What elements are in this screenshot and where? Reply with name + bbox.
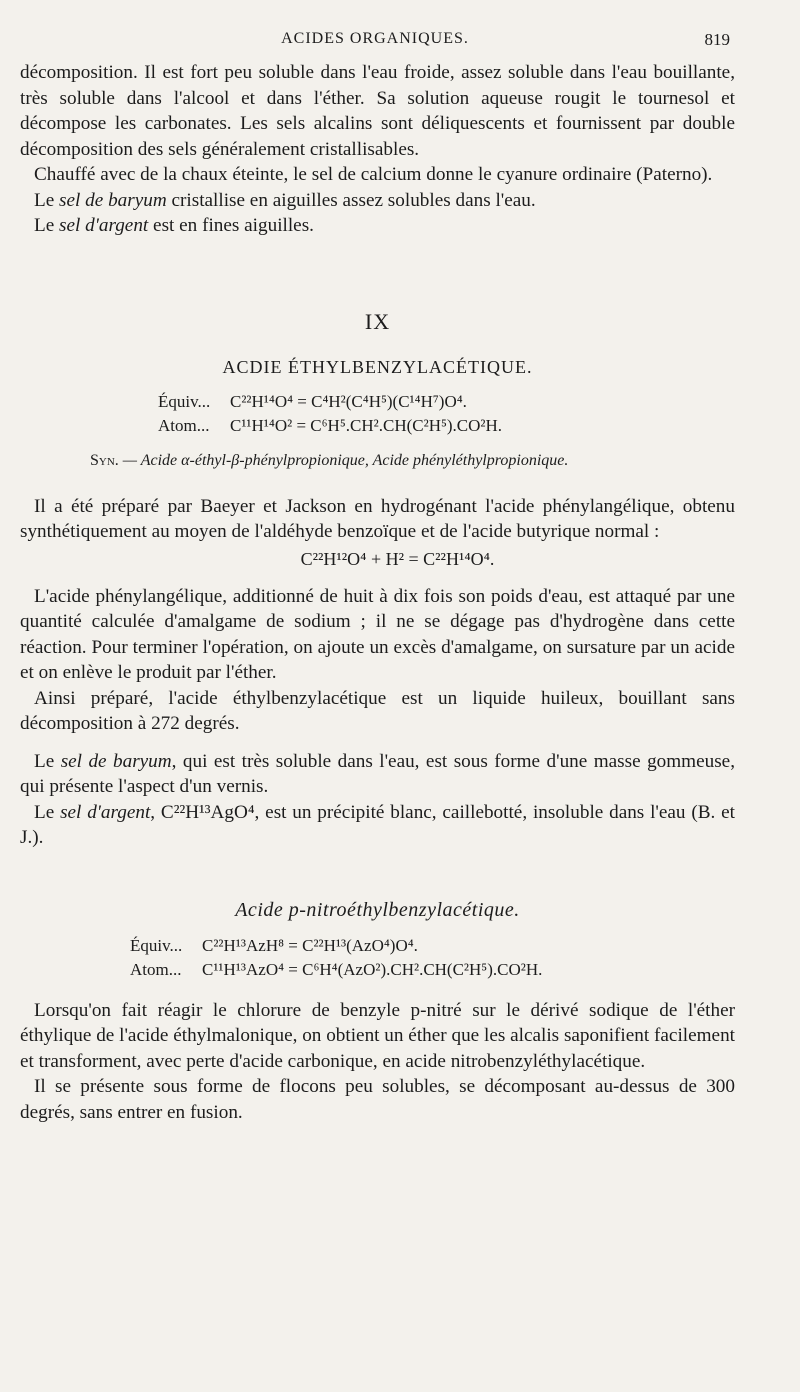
paragraph: Le sel de baryum, qui est très soluble dans l'eau, est sous forme d'une masse gommeuse, qui présente l'aspect d'un vernis. (20, 750, 735, 797)
paragraph: Il se présente sous forme de flocons peu solubles, se décomposant au-dessus de 300 degrés, sans entrer en fusion. (20, 1076, 735, 1123)
page-number: 819 (704, 30, 730, 49)
paragraph: Chauffé avec de la chaux éteinte, le sel de calcium donne le cyanure ordinaire (Paterno). (34, 164, 713, 185)
paragraph: Le sel de baryum cristallise en aiguilles assez solubles dans l'eau. (34, 189, 536, 211)
formula-equiv: Équiv... C²²H¹³AzH⁸ = C²²H¹³(AzO⁴)O⁴. (130, 935, 418, 955)
page-body (20, 60, 735, 1125)
paragraph: Le sel d'argent, C²²H¹³AgO⁴, est un précipité blanc, caillebotté, insoluble dans l'eau (B. et J.). (20, 801, 735, 848)
paragraph: L'acide phénylangélique, additionné de huit à dix fois son poids d'eau, est attaqué par une quantité calculée d'amalgame de sodium ; il ne se dégage pas d'hydrogène dans cette réaction. Pour terminer l'opération, on ajoute un excès d'amalgame, on sursature par un acide et on enlève le produit par l'éther. (20, 585, 735, 683)
formula-atom: Atom... C¹¹H¹³AzO⁴ = C⁶H⁴(AzO²).CH².CH(C²H⁵).CO²H. (130, 959, 543, 979)
paragraph: décomposition. Il est fort peu soluble dans l'eau froide, assez soluble dans l'eau bouillante, très soluble dans l'alcool et dans l'éther. Sa solution aqueuse rougit le tournesol et décompose les carbonates. Les sels alcalins sont déliquescents et fournissent par double décomposition des sels généralement cristallisables. (20, 62, 735, 160)
formula-equiv: Équiv... C²²H¹⁴O⁴ = C⁴H²(C⁴H⁵)(C¹⁴H⁷)O⁴. (158, 391, 467, 411)
formula-block (158, 390, 735, 438)
subsection-title: Acide p-nitroéthylbenzylacétique. (235, 898, 520, 921)
paragraph: Le sel d'argent est en fines aiguilles. (34, 215, 314, 236)
equation: C²²H¹²O⁴ + H² = C²²H¹⁴O⁴. (300, 548, 495, 569)
section-number: IX (364, 308, 391, 334)
synonyms: Syn. — Acide α-éthyl-β-phénylpropionique, Acide phényléthylpropionique. (90, 451, 569, 469)
paragraph: Ainsi préparé, l'acide éthylbenzylacétique est un liquide huileux, bouillant sans décomposition à 272 degrés. (20, 687, 735, 734)
paragraph: Lorsqu'on fait réagir le chlorure de benzyle p-nitré sur le dérivé sodique de l'éther éthylique de l'acide éthylmalonique, on obtient un éther que les alcalis saponifient facilement et transforment, avec perte d'acide carbonique, en acide nitrobenzyléthylacétique. (20, 999, 735, 1072)
running-title: ACIDES ORGANIQUES. (281, 30, 469, 47)
formula-block (130, 934, 735, 982)
formula-atom: Atom... C¹¹H¹⁴O² = C⁶H⁵.CH².CH(C²H⁵).CO²H. (158, 415, 503, 435)
page-header (20, 30, 730, 54)
section-title: ACDIE ÉTHYLBENZYLACÉTIQUE. (222, 356, 533, 377)
paragraph: Il a été préparé par Baeyer et Jackson en hydrogénant l'acide phénylangélique, obtenu synthétiquement au moyen de l'aldéhyde benzoïque et de l'acide butyrique normal : (20, 495, 735, 542)
